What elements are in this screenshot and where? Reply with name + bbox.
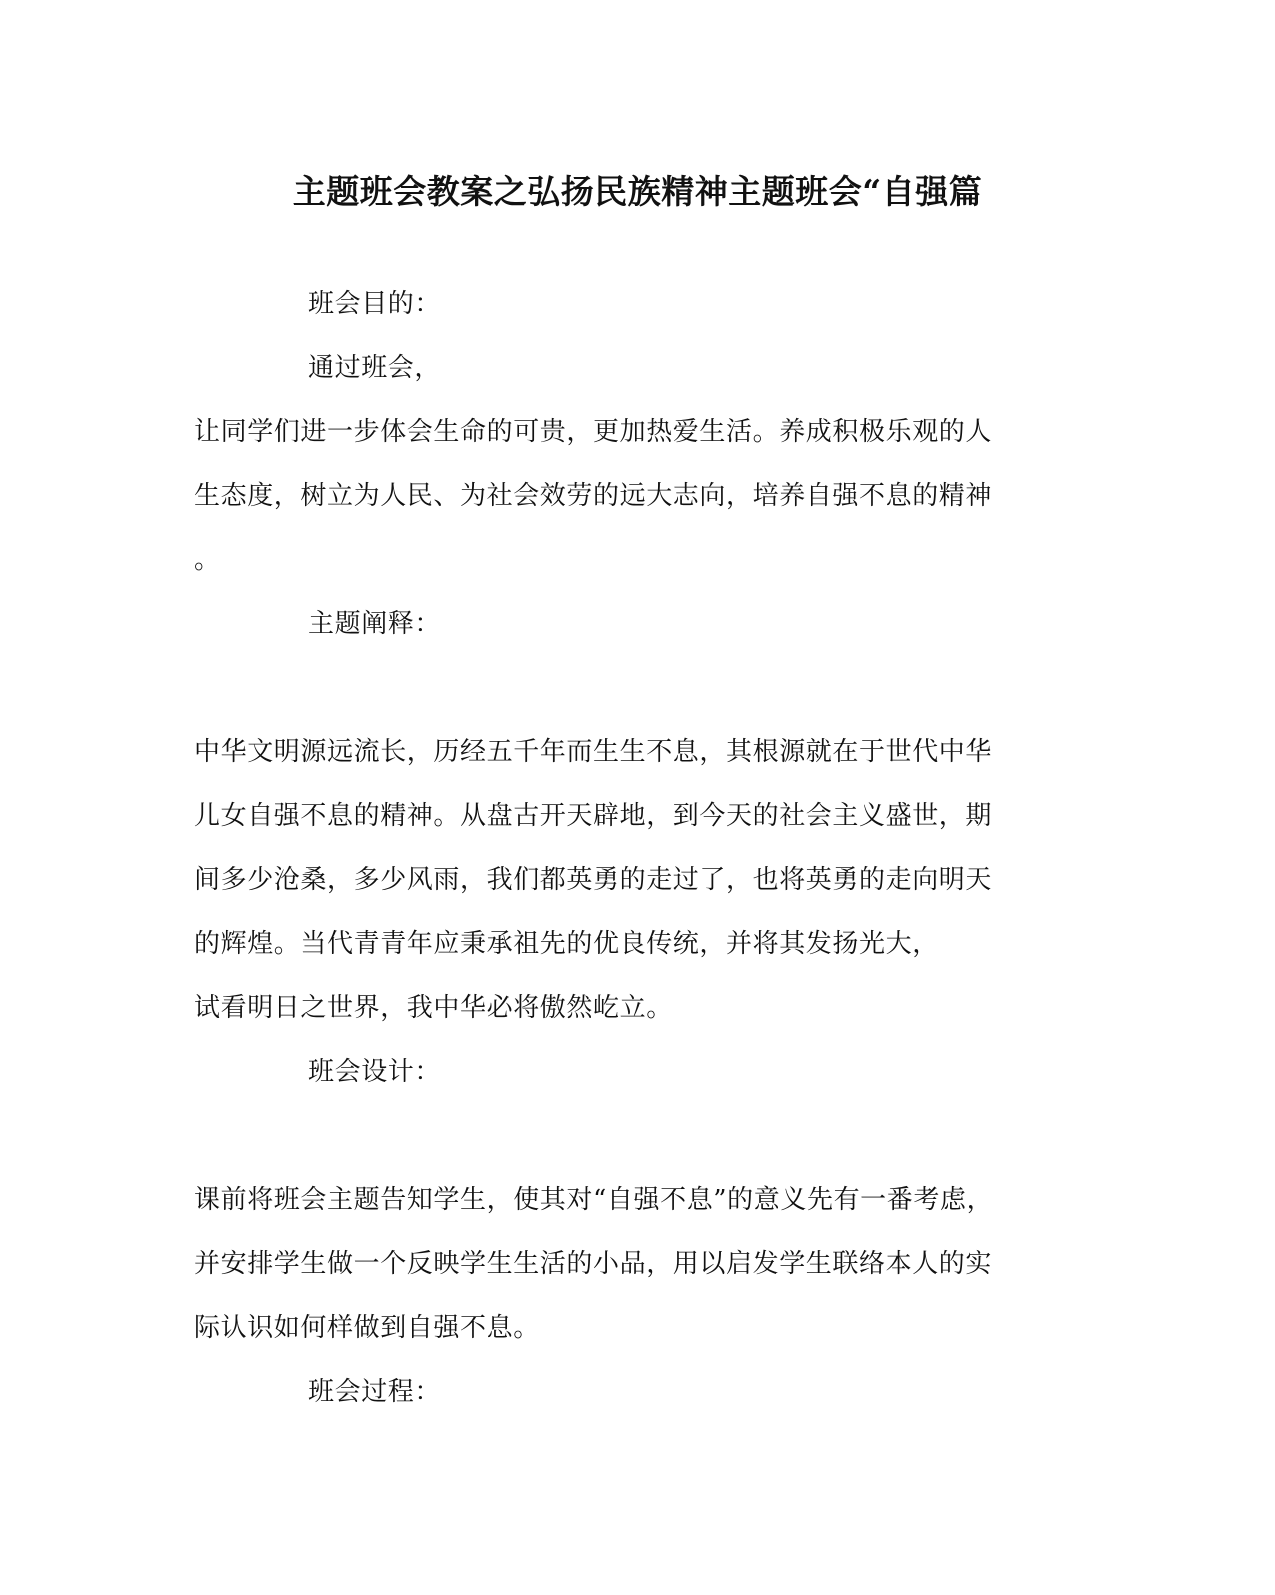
section-heading-process: 班会过程： bbox=[308, 1377, 442, 1407]
paragraph-line: 际认识如何样做到自强不息。 bbox=[194, 1313, 540, 1343]
paragraph-line: 让同学们进一步体会生命的可贵，更加热爱生活。养成积极乐观的人 bbox=[194, 417, 993, 447]
paragraph-line: 中华文明源远流长，历经五千年而生生不息，其根源就在于世代中华 bbox=[194, 737, 993, 767]
document-title: 主题班会教案之弘扬民族精神主题班会“自强篇 bbox=[292, 172, 983, 211]
section-heading-purpose: 班会目的： bbox=[308, 289, 442, 319]
paragraph-line: 的辉煌。当代青青年应秉承祖先的优良传统，并将其发扬光大， bbox=[194, 929, 939, 959]
paragraph-line: 并安排学生做一个反映学生生活的小品，用以启发学生联络本人的实 bbox=[194, 1249, 993, 1279]
section-heading-design: 班会设计： bbox=[308, 1057, 442, 1087]
purpose-intro: 通过班会， bbox=[308, 353, 442, 383]
section-heading-theme: 主题阐释： bbox=[308, 609, 442, 639]
paragraph-line: 儿女自强不息的精神。从盘古开天辟地，到今天的社会主义盛世，期 bbox=[194, 801, 993, 831]
paragraph-line: 。 bbox=[194, 545, 221, 575]
paragraph-line: 间多少沧桑，多少风雨，我们都英勇的走过了，也将英勇的走向明天 bbox=[194, 865, 993, 895]
paragraph-line: 试看明日之世界，我中华必将傲然屹立。 bbox=[194, 993, 673, 1023]
paragraph-line: 课前将班会主题告知学生，使其对“自强不息”的意义先有一番考虑， bbox=[194, 1185, 994, 1215]
paragraph-line: 生态度，树立为人民、为社会效劳的远大志向，培养自强不息的精神 bbox=[194, 481, 993, 511]
